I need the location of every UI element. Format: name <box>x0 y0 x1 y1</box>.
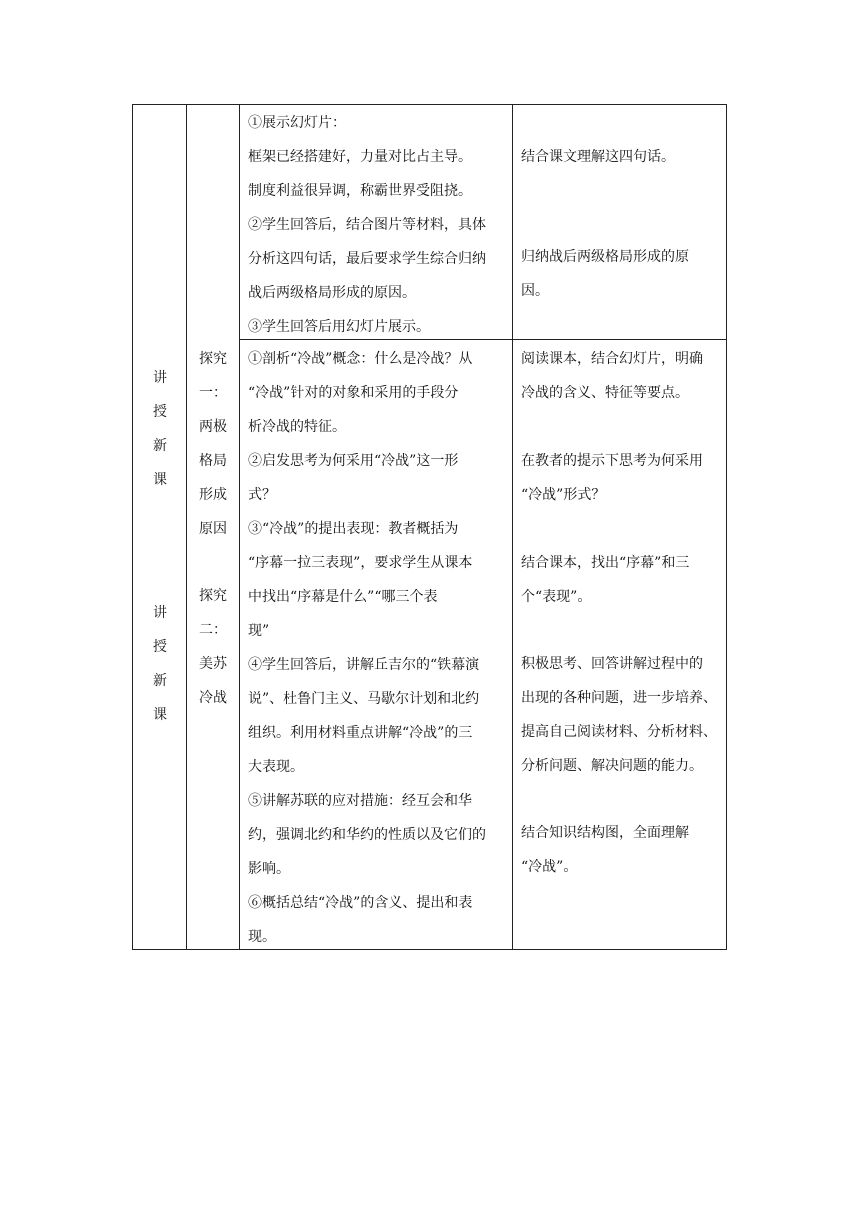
teacher-line: 制度利益很异调，称霸世界受阻挠。 <box>248 183 472 199</box>
teacher-line: ⑥概括总结“冷战”的含义、提出和表 <box>248 895 473 911</box>
teacher-line: ⑤讲解苏联的应对措施：经互会和华 <box>248 793 472 809</box>
student-activity-top-b <box>513 240 727 308</box>
teacher-activity-top <box>240 106 512 344</box>
stage-label-1 <box>133 361 187 497</box>
student-activity-bottom-e <box>513 816 727 884</box>
student-activity-bottom-d <box>513 647 727 783</box>
student-line: 积极思考、回答讲解过程中的 <box>521 656 703 672</box>
student-activity-bottom-b <box>513 444 727 512</box>
topic-text: 探究 <box>199 588 227 604</box>
teacher-line: ③学生回答后用幻灯片展示。 <box>248 319 430 335</box>
stage-char: 课 <box>153 472 167 488</box>
student-line: 个“表现”。 <box>521 589 592 605</box>
student-line: 分析问题、解决问题的能力。 <box>521 758 703 774</box>
stage-char: 授 <box>153 404 167 420</box>
topic-text: 一： <box>199 385 227 401</box>
teacher-line: 析冷战的特征。 <box>248 419 346 435</box>
stage-char: 新 <box>153 438 167 454</box>
topic-text: 形成 <box>199 487 227 503</box>
student-line: “冷战”形式？ <box>521 487 606 503</box>
student-activity-bottom-a <box>513 342 727 410</box>
topic-text: 格局 <box>199 453 227 469</box>
topic-text: 两极 <box>199 419 227 435</box>
teacher-line: 影响。 <box>248 861 290 877</box>
student-line: 结合知识结构图，全面理解 <box>521 825 689 841</box>
student-line: 冷战的含义、特征等要点。 <box>521 385 689 401</box>
teacher-line: ②学生回答后，结合图片等材料，具体 <box>248 217 486 233</box>
topic-text: 二： <box>199 622 227 638</box>
topic-text: 美苏 <box>199 656 227 672</box>
teacher-line: 框架已经搭建好，力量对比占主导。 <box>248 149 472 165</box>
teacher-line: 中找出“序幕是什么”“哪三个表 <box>248 589 438 605</box>
student-line: 阅读课本，结合幻灯片，明确 <box>521 351 703 367</box>
stage-char: 讲 <box>153 605 167 621</box>
teacher-line: 大表现。 <box>248 759 304 775</box>
student-line: 归纳战后两级格局形成的原 <box>521 249 689 265</box>
student-line: 提高自己阅读材料、分析材料、 <box>521 724 717 740</box>
teacher-line: 分析这四句话，最后要求学生综合归纳 <box>248 251 486 267</box>
teacher-line: 组织。利用材料重点讲解“冷战”的三 <box>248 725 473 741</box>
topic-text: 探究 <box>199 351 227 367</box>
teacher-line: ④学生回答后，讲解丘吉尔的“铁幕演 <box>248 657 480 673</box>
lesson-table <box>132 104 727 950</box>
stage-char: 课 <box>153 707 167 723</box>
student-line: 结合课本，找出“序幕”和三 <box>521 555 690 571</box>
student-line: 在教者的提示下思考为何采用 <box>521 453 703 469</box>
topic-label-1 <box>187 342 239 546</box>
teacher-line: ③“冷战”的提出表现：教者概括为 <box>248 521 459 537</box>
teacher-line: “冷战”针对的对象和采用的手段分 <box>248 385 459 401</box>
student-line: 因。 <box>521 283 549 299</box>
stage-char: 授 <box>153 639 167 655</box>
teacher-activity-bottom <box>240 342 512 954</box>
topic-label-2 <box>187 579 239 715</box>
student-activity-top-a <box>513 140 727 174</box>
student-line: 出现的各种问题，进一步培养、 <box>521 690 717 706</box>
teacher-line: 说”、杜鲁门主义、马歇尔计划和北约 <box>248 691 480 707</box>
student-activity-bottom-c <box>513 546 727 614</box>
stage-label-2 <box>133 596 187 732</box>
teacher-line: “序幕一拉三表现”，要求学生从课本 <box>248 555 473 571</box>
teacher-line: 现。 <box>248 929 276 945</box>
student-line: “冷战”。 <box>521 859 578 875</box>
stage-char: 新 <box>153 673 167 689</box>
stage-char: 讲 <box>153 370 167 386</box>
teacher-line: ①剖析“冷战”概念：什么是冷战？从 <box>248 351 473 367</box>
topic-text: 原因 <box>199 521 227 537</box>
teacher-line: ①展示幻灯片： <box>248 115 346 131</box>
topic-text: 冷战 <box>199 690 227 706</box>
teacher-line: 约，强调北约和华约的性质以及它们的 <box>248 827 486 843</box>
teacher-line: 战后两级格局形成的原因。 <box>248 285 416 301</box>
teacher-line: 现” <box>248 623 270 639</box>
student-line: 结合课文理解这四句话。 <box>521 149 675 165</box>
teacher-line: 式？ <box>248 487 276 503</box>
teacher-line: ②启发思考为何采用“冷战”这一形 <box>248 453 459 469</box>
